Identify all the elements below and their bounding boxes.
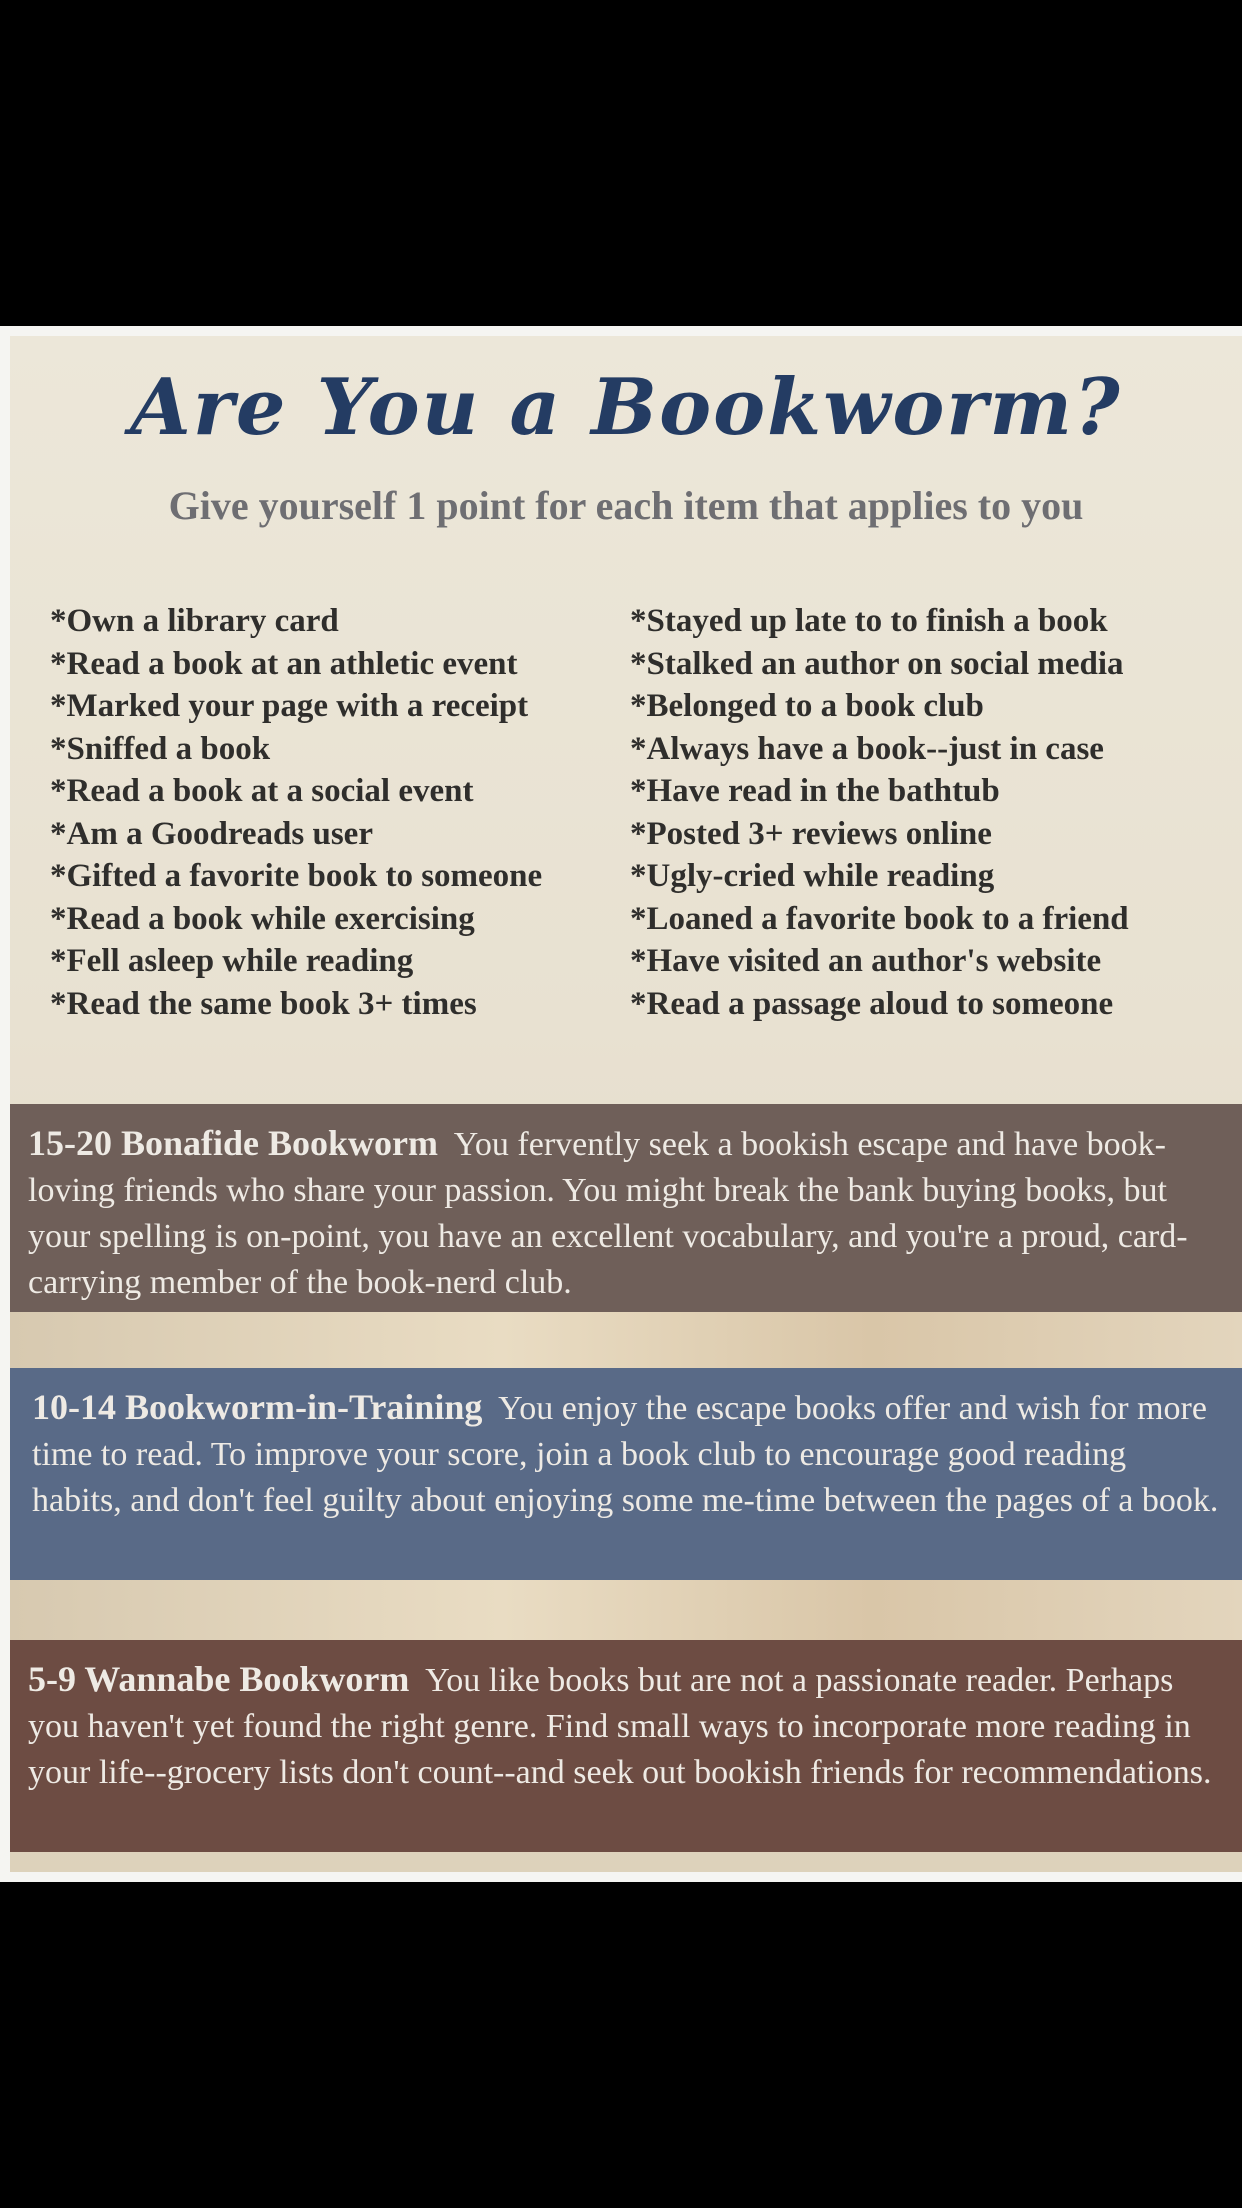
checklist-item: *Posted 3+ reviews online [630, 815, 992, 852]
checklist-item: *Always have a book--just in case [630, 730, 1104, 767]
checklist-item: *Have visited an author's website [630, 943, 1102, 979]
checklist-item: *Read a book while exercising [50, 900, 475, 937]
result-heading: 5-9 Wannabe Bookworm [28, 1659, 410, 1699]
poster-title: Are You a Bookworm? [130, 362, 1122, 453]
checklist-item: *Read the same book 3+ times [50, 985, 477, 1022]
decorative-divider [10, 1580, 1242, 1640]
result-text: You like books but are not a passionate reader. Perhaps you haven't yet found the right genre. Find small ways to incorporate more reading in your life--grocery lists don't count--and seek out bookish friends for recommendations. [28, 1662, 1212, 1791]
checklist-item: *Have read in the bathtub [630, 773, 1000, 809]
checklist-item: *Sniffed a book [50, 730, 271, 767]
checklist-item: *Ugly-cried while reading [630, 858, 995, 894]
poster-subtitle: Give yourself 1 point for each item that applies to you [168, 483, 1084, 528]
checklist-item: *Am a Goodreads user [50, 815, 373, 852]
result-band-in-training [10, 1368, 1242, 1580]
checklist-item: *Read a book at an athletic event [50, 645, 518, 682]
checklist-item: *Stalked an author on social media [630, 645, 1124, 682]
result-band-bonafide [10, 1104, 1242, 1312]
checklist-item: *Fell asleep while reading [50, 943, 414, 979]
checklist-item: *Stayed up late to to finish a book [630, 603, 1108, 639]
poster-content [10, 336, 1242, 1872]
checklist-item: *Marked your page with a receipt [50, 688, 529, 724]
checklist-item: *Read a passage aloud to someone [630, 985, 1114, 1022]
checklist-item: *Own a library card [50, 603, 339, 639]
checklist-item: *Loaned a favorite book to a friend [630, 900, 1129, 937]
checklist-left [50, 600, 542, 1025]
checklist-item: *Gifted a favorite book to someone [50, 858, 543, 894]
result-heading: 10-14 Bookworm-in-Training [32, 1387, 483, 1427]
decorative-divider [10, 1312, 1242, 1368]
checklist-item: *Belonged to a book club [630, 688, 984, 724]
bookworm-quiz-image [0, 326, 1242, 1882]
checklist-right [630, 600, 1129, 1025]
checklist-item: *Read a book at a social event [50, 773, 474, 809]
result-text: You fervently seek a bookish escape and have book-loving friends who share your passion. You might break the bank buying books, but your spelling is on-point, you have an excellent vocabulary, and you're a proud, card-carrying member of the book-nerd club. [28, 1126, 1188, 1301]
result-heading: 15-20 Bonafide Bookworm [28, 1123, 439, 1163]
result-band-wannabe [10, 1640, 1242, 1852]
result-text: You enjoy the escape books offer and wish for more time to read. To improve your score, join a book club to encourage good reading habits, and don't feel guilty about enjoying some me-time between the pages of a book. [32, 1390, 1219, 1519]
